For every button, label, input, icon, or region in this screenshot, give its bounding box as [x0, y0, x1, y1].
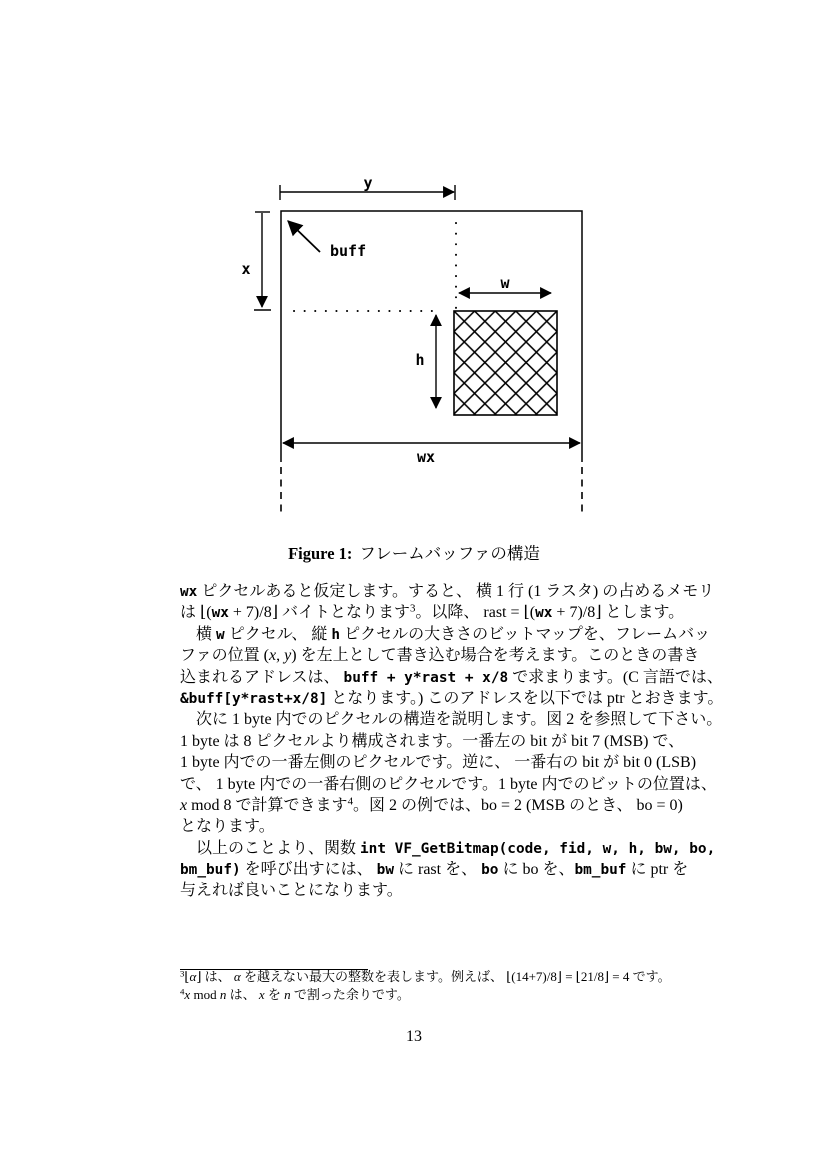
text-line: &buff[y*rast+x/8] となります。) このアドレスを以下では ptr とおきます。: [180, 689, 724, 707]
text-line: wx ピクセルあると仮定します。すると、 横 1 行 (1 ラスタ) の占めるメモリ: [180, 583, 715, 600]
figure-caption-text: フレームバッファの構造: [359, 544, 540, 563]
figure-caption: [0, 543, 828, 565]
buff-pointer-arrow: [288, 221, 320, 252]
label-y: y: [363, 175, 373, 192]
bitmap-hatch-box: [454, 311, 557, 415]
text-line: $^4$x mod n は、 x を n で割った余りです。: [180, 986, 410, 1002]
figure-caption-label: Figure 1:: [288, 544, 353, 563]
text-line: 横 w ピクセル、 縦 h ピクセルの大きさのビットマップを、フレームバッ: [180, 625, 711, 643]
text-line: は ⌊(wx + 7)/8⌋ バイトとなります$^3$。以降、 rast = ⌊(wx + 7)/8⌋ とします。: [180, 602, 685, 622]
page-number: 13: [406, 1028, 422, 1045]
text-line: 次に 1 byte 内でのピクセルの構造を説明します。図 2 を参照して下さい。: [180, 711, 723, 729]
body-text: [180, 581, 724, 902]
text-line: となります。: [180, 818, 275, 836]
framebuffer-diagram: [230, 175, 610, 520]
dotted-guides: [294, 223, 456, 311]
label-wx: wx: [416, 448, 436, 466]
text-line: $^3$⌊α⌋ は、 α を越えない最大の整数を表します。例えば、 ⌊(14+7)/8⌋ = ⌊21/8⌋ = 4 です。: [180, 968, 671, 984]
label-h: h: [415, 351, 425, 369]
label-x: x: [241, 260, 251, 278]
text-line: x mod 8 で計算できます$^4$。図 2 の例では、bo = 2 (MSB のとき、 bo = 0): [180, 795, 683, 814]
text-line: で、 1 byte 内での一番右側のピクセルです。1 byte 内でのビットの位置は、: [180, 775, 717, 793]
text-line: bm_buf) を呼び出すには、 bw に rast を、 bo に bo を、bm_buf に ptr を: [180, 861, 689, 879]
text-line: 1 byte は 8 ピクセルより構成されます。一番左の bit が bit 7 (MSB) で、: [180, 732, 685, 750]
framebuffer-continuation-dashes: [281, 467, 582, 513]
label-buff: buff: [330, 242, 367, 260]
text-line: 込まれるアドレスは、 buff + y*rast + x/8 で求まります。(C 言語では、: [180, 668, 723, 686]
text-line: 以上のことより、関数 int VF_GetBitmap(code, fid, w, h, bw, bo,: [180, 839, 716, 857]
label-w: w: [500, 274, 510, 292]
text-line: 与えれば良いことになります。: [180, 882, 403, 900]
footnotes: [180, 968, 680, 1003]
text-line: 1 byte 内での一番左側のピクセルです。逆に、 一番右の bit が bit 0 (LSB): [180, 754, 697, 772]
x-dimension-arrow: [254, 212, 271, 310]
text-line: ファの位置 (x, y) を左上として書き込む場合を考えます。このときの書き: [180, 647, 700, 665]
